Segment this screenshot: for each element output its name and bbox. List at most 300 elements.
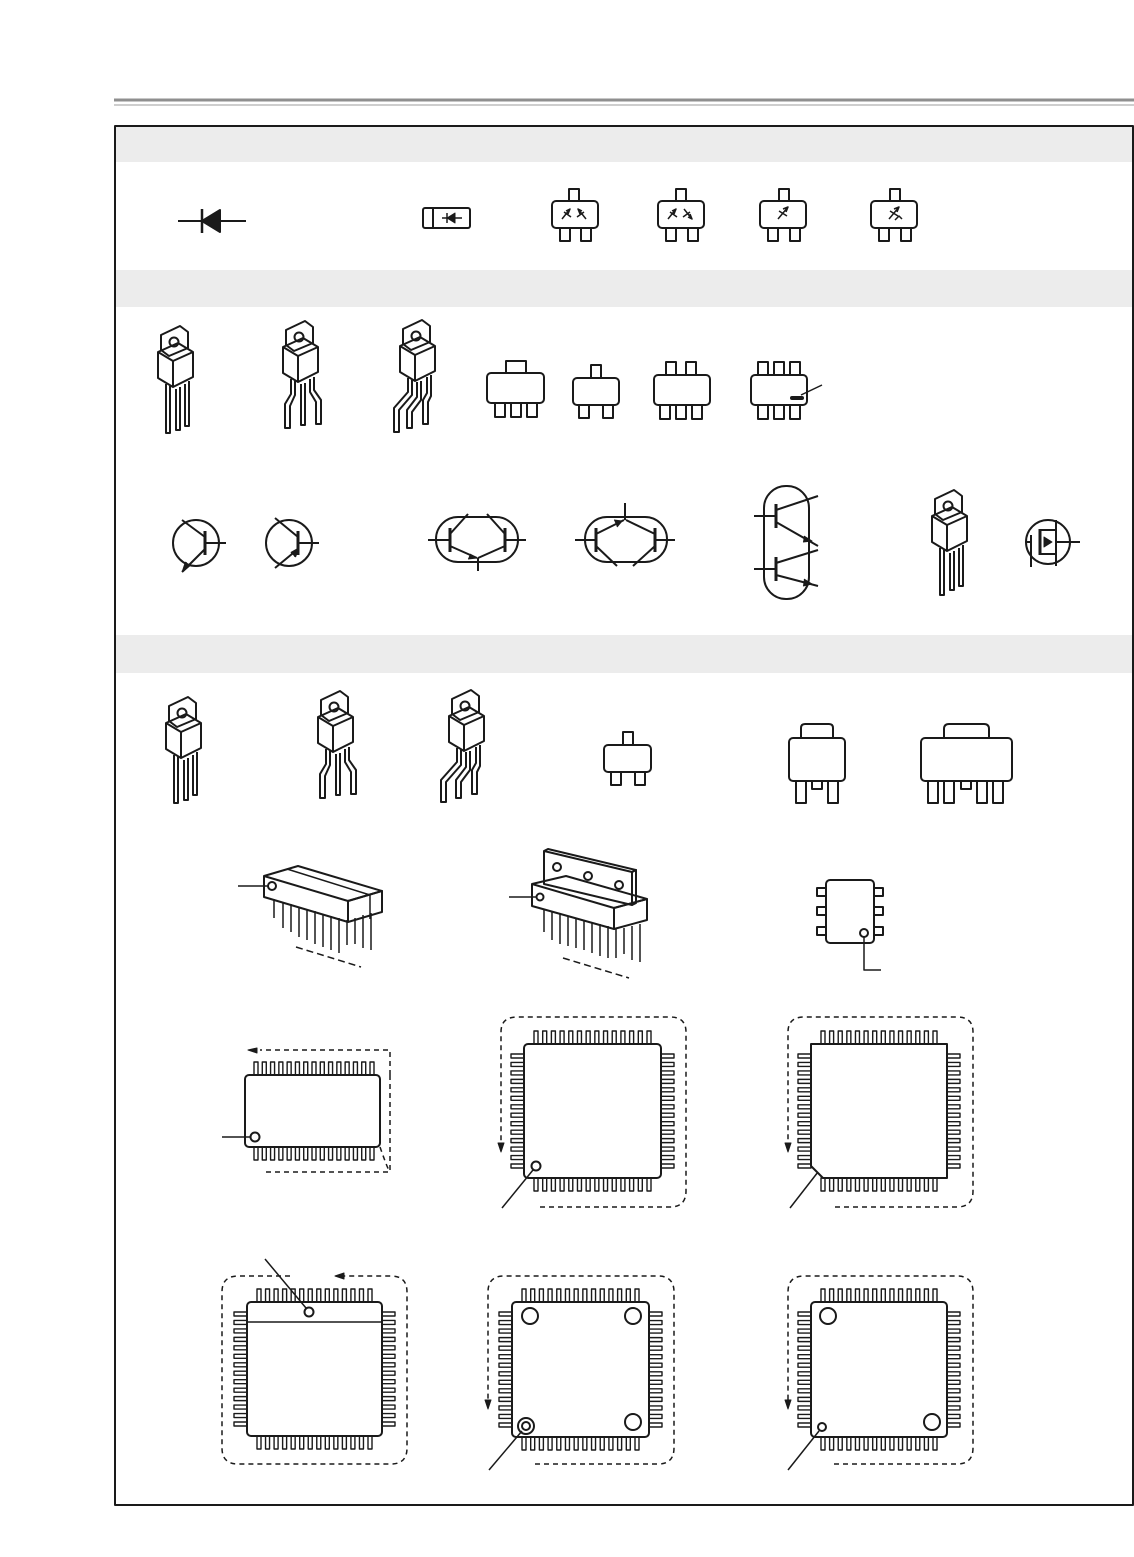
qfp-d-pin: [649, 1329, 662, 1333]
qfp-b-pin: [947, 1113, 960, 1117]
qfp-d-pin: [548, 1289, 552, 1302]
qfp-d-pin: [649, 1380, 662, 1384]
qfp-c-pin: [234, 1354, 247, 1358]
qfp-b-pin: [947, 1096, 960, 1100]
qfp-d-pin: [499, 1423, 512, 1427]
qfp-e-pin: [798, 1346, 811, 1350]
qfp-c-pin: [234, 1337, 247, 1341]
qfp-b-pin: [947, 1062, 960, 1066]
qfp-b-pin: [899, 1178, 903, 1191]
qfp-d-pin: [499, 1389, 512, 1393]
qfp-d-pin: [539, 1289, 543, 1302]
qfp-c-pin: [300, 1436, 304, 1449]
qfp-c-pin: [382, 1363, 395, 1367]
qfp-c-pin: [234, 1405, 247, 1409]
qfp-a-pin: [638, 1031, 642, 1044]
qfp-d-pin: [522, 1437, 526, 1450]
qfp-d-pin: [499, 1329, 512, 1333]
qfp-e-pin: [838, 1437, 842, 1450]
qfp-a-pin: [551, 1031, 555, 1044]
to220-straight-leads: [158, 326, 193, 433]
qfp-d-pin: [574, 1437, 578, 1450]
qfp-c-pin: [351, 1436, 355, 1449]
qfp-d-pin: [649, 1397, 662, 1401]
qfp-d-pin: [531, 1289, 535, 1302]
qfp-a-pin: [661, 1156, 674, 1160]
qfp-a-pin: [586, 1178, 590, 1191]
qfp-b-pin: [924, 1178, 928, 1191]
qfp-b-pin: [798, 1113, 811, 1117]
ssop-pin: [287, 1062, 291, 1075]
qfp-a-pin: [638, 1178, 642, 1191]
qfp-a-pin: [511, 1079, 524, 1083]
qfp-b-pin: [798, 1105, 811, 1109]
qfp-d-pin: [531, 1437, 535, 1450]
qfp-d-pin: [626, 1437, 630, 1450]
qfp-c-pin: [382, 1320, 395, 1324]
qfp-e-pin: [798, 1355, 811, 1359]
qfp-e-pin: [847, 1437, 851, 1450]
qfp-b-pin: [916, 1031, 920, 1044]
qfp-d-pin: [649, 1355, 662, 1359]
qfp-d-pin: [499, 1338, 512, 1342]
ssop-pin: [287, 1147, 291, 1160]
dual-transistor-vertical: [754, 486, 818, 599]
qfp-e-pin: [838, 1289, 842, 1302]
qfp-d-pin: [626, 1289, 630, 1302]
qfp-c-pin: [234, 1388, 247, 1392]
qfp-a-pin: [647, 1031, 651, 1044]
qfp-e-pin: [798, 1329, 811, 1333]
qfp-e-pin: [798, 1380, 811, 1384]
qfp-d-pin: [649, 1372, 662, 1376]
qfp-e-pin: [798, 1423, 811, 1427]
qfp-b-pin: [798, 1062, 811, 1066]
qfp-a-pin: [661, 1139, 674, 1143]
qfp-e-pin: [947, 1346, 960, 1350]
qfp-b-pin: [873, 1178, 877, 1191]
qfp-a-pin: [511, 1147, 524, 1151]
qfp-b-pin: [947, 1079, 960, 1083]
qfp-d-pin: [649, 1321, 662, 1325]
npn-symbol: [173, 520, 226, 572]
qfp-e-pin: [907, 1289, 911, 1302]
qfp-b-pin: [830, 1031, 834, 1044]
qfp-d-pin: [609, 1437, 613, 1450]
qfp-b-pin: [924, 1031, 928, 1044]
qfp-c-pin: [291, 1289, 295, 1302]
dual-transistor-common-emitter: [428, 514, 526, 571]
qfp-b-pin: [821, 1178, 825, 1191]
qfp-a-pin: [661, 1122, 674, 1126]
qfp-d-pin: [592, 1437, 596, 1450]
qfp-c: [222, 1259, 407, 1464]
qfp-e-pin: [821, 1289, 825, 1302]
qfp-c-pin: [368, 1436, 372, 1449]
qfp-a-pin: [511, 1088, 524, 1092]
qfp-d-pin: [649, 1312, 662, 1316]
qfp-c-pin: [382, 1380, 395, 1384]
qfp-d-pin: [649, 1363, 662, 1367]
qfp-b-pin: [847, 1178, 851, 1191]
qfp-d-pin: [499, 1321, 512, 1325]
ssop-pin: [304, 1147, 308, 1160]
ssop-pin: [304, 1062, 308, 1075]
qfp-c-pin: [291, 1436, 295, 1449]
ssop-pin: [337, 1147, 341, 1160]
qfp-b-pin: [798, 1139, 811, 1143]
qfp-e-pin: [947, 1380, 960, 1384]
qfp-b-pin: [947, 1164, 960, 1168]
qfp-c-pin: [342, 1436, 346, 1449]
qfp-c-pin: [317, 1289, 321, 1302]
qfp-d-pin: [499, 1406, 512, 1410]
qfp-c-pin: [274, 1436, 278, 1449]
ssop-pin: [262, 1062, 266, 1075]
qfp-b-pin: [855, 1031, 859, 1044]
ssop-pin: [320, 1062, 324, 1075]
qfp-c-pin: [382, 1422, 395, 1426]
qfp-c-pin: [308, 1436, 312, 1449]
qfp-c-pin: [382, 1312, 395, 1316]
qfp-e: [785, 1276, 973, 1470]
single-diode-sot23-a: [760, 189, 806, 241]
ssop-pin: [279, 1147, 283, 1160]
qfp-e-pin: [890, 1437, 894, 1450]
qfp-e-pin: [899, 1289, 903, 1302]
qfp-c-pin: [283, 1289, 287, 1302]
qfp-c-pin: [283, 1436, 287, 1449]
qfp-d: [485, 1276, 674, 1470]
qfp-e-pin: [907, 1437, 911, 1450]
qfp-c-pin: [234, 1422, 247, 1426]
qfp-e-pin: [947, 1406, 960, 1410]
qfp-b-pin: [947, 1071, 960, 1075]
qfp-e-pin: [847, 1289, 851, 1302]
qfp-d-pin: [649, 1346, 662, 1350]
qfp-e-pin: [947, 1363, 960, 1367]
qfp-a-pin: [661, 1130, 674, 1134]
ssop-pin: [345, 1147, 349, 1160]
qfp-a-pin: [534, 1031, 538, 1044]
qfp-d-pin: [565, 1289, 569, 1302]
qfp-b-pin: [947, 1147, 960, 1151]
qfp-b-pin: [838, 1178, 842, 1191]
qfp-c-pin: [234, 1312, 247, 1316]
qfp-c-pin: [234, 1329, 247, 1333]
qfp-e-pin: [830, 1289, 834, 1302]
qfp-e-pin: [864, 1437, 868, 1450]
to220-regulator-staggered: [441, 690, 484, 802]
qfp-a-pin: [511, 1054, 524, 1058]
qfp-d-pin: [499, 1397, 512, 1401]
ssop-pin: [337, 1062, 341, 1075]
qfp-e-pin: [947, 1312, 960, 1316]
qfp-e-pin: [947, 1372, 960, 1376]
qfp-e-pin: [890, 1289, 894, 1302]
qfp-e-pin: [916, 1289, 920, 1302]
qfp-a-pin: [604, 1178, 608, 1191]
qfp-a-pin: [511, 1113, 524, 1117]
qfp-e-pin: [881, 1437, 885, 1450]
qfp-b-pin: [881, 1031, 885, 1044]
qfp-e-pin: [947, 1321, 960, 1325]
qfp-b-pin: [899, 1031, 903, 1044]
qfp-b-pin: [890, 1178, 894, 1191]
ssop-pin: [370, 1147, 374, 1160]
sot23: [573, 365, 619, 418]
qfp-a-pin: [595, 1178, 599, 1191]
qfp-d-pin: [583, 1437, 587, 1450]
qfp-a-pin: [577, 1178, 581, 1191]
qfp-d-pin: [499, 1372, 512, 1376]
qfp-d-pin: [499, 1363, 512, 1367]
qfp-b-pin: [798, 1088, 811, 1092]
qfp-a-pin: [534, 1178, 538, 1191]
qfp-b-pin: [907, 1178, 911, 1191]
qfp-e-pin: [798, 1321, 811, 1325]
qfp-b-pin: [798, 1164, 811, 1168]
d2pak: [921, 724, 1012, 803]
qfp-e-pin: [933, 1289, 937, 1302]
qfp-a: [498, 1017, 686, 1208]
qfp-a-pin: [621, 1178, 625, 1191]
qfp-d-pin: [600, 1289, 604, 1302]
qfp-c-pin: [234, 1320, 247, 1324]
qfp-c-pin: [234, 1363, 247, 1367]
ssop-pin: [295, 1147, 299, 1160]
qfp-c-pin: [334, 1436, 338, 1449]
qfp-a-pin: [511, 1062, 524, 1066]
qfp-c-pin: [234, 1397, 247, 1401]
qfp-d-pin: [609, 1289, 613, 1302]
qfp-c-pin: [300, 1289, 304, 1302]
to220-regulator-formed: [318, 691, 356, 798]
diode-symbol: [178, 209, 246, 233]
to220-transistor: [932, 490, 967, 595]
package-pins: [234, 1031, 960, 1450]
qfp-e-pin: [798, 1406, 811, 1410]
qfp-b-pin: [947, 1054, 960, 1058]
sip-heatsink: [509, 849, 647, 978]
qfp-c-pin: [342, 1289, 346, 1302]
qfp-c-pin: [257, 1289, 261, 1302]
qfp-e-pin: [947, 1397, 960, 1401]
qfp-c-pin: [266, 1436, 270, 1449]
qfp-b-pin: [947, 1139, 960, 1143]
qfp-c-pin: [382, 1354, 395, 1358]
qfp-d-pin: [635, 1437, 639, 1450]
qfp-c-pin: [317, 1436, 321, 1449]
qfp-d-pin: [583, 1289, 587, 1302]
qfp-a-pin: [543, 1031, 547, 1044]
qfp-e-pin: [798, 1414, 811, 1418]
qfp-a-pin: [569, 1178, 573, 1191]
qfp-b-pin: [847, 1031, 851, 1044]
qfp-a-pin: [661, 1088, 674, 1092]
qfp-c-pin: [334, 1289, 338, 1302]
qfp-b-pin: [947, 1088, 960, 1092]
qfp-d-pin: [499, 1312, 512, 1316]
ssop-pin: [329, 1147, 333, 1160]
qfp-c-pin: [382, 1405, 395, 1409]
qfp-c-pin: [308, 1289, 312, 1302]
qfp-e-pin: [821, 1437, 825, 1450]
qfp-d-pin: [649, 1389, 662, 1393]
qfp-e-pin: [798, 1372, 811, 1376]
qfp-d-pin: [557, 1289, 561, 1302]
qfp-d-pin: [548, 1437, 552, 1450]
qfp-d-pin: [600, 1437, 604, 1450]
ssop-pin: [370, 1062, 374, 1075]
qfp-e-pin: [798, 1397, 811, 1401]
sip: [238, 866, 382, 967]
qfp-c-pin: [382, 1388, 395, 1392]
qfp-e-pin: [855, 1289, 859, 1302]
qfp-c-pin: [382, 1329, 395, 1333]
qfp-e-pin: [933, 1437, 937, 1450]
qfp-e-pin: [881, 1289, 885, 1302]
qfp-d-pin: [499, 1414, 512, 1418]
qfp-a-pin: [577, 1031, 581, 1044]
ssop-pin: [353, 1062, 357, 1075]
qfp-d-pin: [499, 1380, 512, 1384]
qfp-c-pin: [274, 1289, 278, 1302]
qfp-c-pin: [234, 1414, 247, 1418]
qfp-a-pin: [661, 1079, 674, 1083]
qfp-e-pin: [873, 1437, 877, 1450]
qfp-b-pin: [881, 1178, 885, 1191]
qfp-c-pin: [257, 1436, 261, 1449]
qfp-d-pin: [565, 1437, 569, 1450]
qfp-b-pin: [798, 1130, 811, 1134]
sot23-regulator: [604, 732, 651, 785]
qfp-e-pin: [798, 1312, 811, 1316]
qfp-d-pin: [522, 1289, 526, 1302]
qfp-e-pin: [873, 1289, 877, 1302]
qfp-d-pin: [557, 1437, 561, 1450]
section-band-diodes: [116, 127, 1133, 162]
qfp-b-pin: [855, 1178, 859, 1191]
qfp-a-pin: [560, 1178, 564, 1191]
qfp-c-pin: [382, 1337, 395, 1341]
qfp-a-pin: [511, 1071, 524, 1075]
to220-regulator-straight: [166, 697, 201, 803]
ssop-pin: [312, 1062, 316, 1075]
section-band-transistors: [116, 270, 1133, 307]
qfp-c-pin: [234, 1380, 247, 1384]
qfp-a-pin: [511, 1164, 524, 1168]
ssop-pin: [362, 1062, 366, 1075]
ssop-pin: [262, 1147, 266, 1160]
qfp-a-pin: [661, 1105, 674, 1109]
single-diode-sot23-b: [871, 189, 917, 241]
qfp-a-pin: [661, 1062, 674, 1066]
frame: [115, 126, 1133, 1505]
to220-staggered-leads: [394, 320, 435, 432]
qfp-a-pin: [612, 1031, 616, 1044]
qfp-b-pin: [798, 1071, 811, 1075]
qfp-c-pin: [368, 1289, 372, 1302]
qfp-a-pin: [551, 1178, 555, 1191]
qfp-a-pin: [661, 1147, 674, 1151]
qfp-a-pin: [543, 1178, 547, 1191]
qfp-a-pin: [621, 1031, 625, 1044]
qfp-b: [785, 1017, 973, 1208]
qfp-e-pin: [924, 1437, 928, 1450]
qfp-a-pin: [560, 1031, 564, 1044]
qfp-c-pin: [382, 1346, 395, 1350]
qfp-d-pin: [499, 1355, 512, 1359]
ssop-pin: [362, 1147, 366, 1160]
qfp-b-pin: [798, 1096, 811, 1100]
diode-chip: [423, 208, 470, 228]
qfp-b-pin: [830, 1178, 834, 1191]
qfp-e-pin: [947, 1338, 960, 1342]
qfp-a-pin: [511, 1156, 524, 1160]
qfp-d-pin: [635, 1289, 639, 1302]
qfp-c-pin: [266, 1289, 270, 1302]
qfp-c-pin: [325, 1289, 329, 1302]
qfp-b-pin: [890, 1031, 894, 1044]
ssop-pin: [295, 1062, 299, 1075]
qfp-b-pin: [864, 1178, 868, 1191]
qfp-e-pin: [798, 1363, 811, 1367]
qfp-b-pin: [798, 1054, 811, 1058]
qfp-d-pin: [649, 1338, 662, 1342]
qfp-d-pin: [649, 1414, 662, 1418]
qfp-c-pin: [382, 1371, 395, 1375]
qfp-b-pin: [821, 1031, 825, 1044]
qfp-a-pin: [661, 1113, 674, 1117]
qfp-a-pin: [569, 1031, 573, 1044]
qfp-b-pin: [798, 1079, 811, 1083]
qfp-a-pin: [630, 1178, 634, 1191]
qfp-a-pin: [604, 1031, 608, 1044]
qfp-e-pin: [916, 1437, 920, 1450]
ssop-pin: [312, 1147, 316, 1160]
qfp-a-pin: [612, 1178, 616, 1191]
qfp-c-pin: [359, 1436, 363, 1449]
qfp-c-pin: [325, 1436, 329, 1449]
qfp-d-pin: [618, 1289, 622, 1302]
qfp-d-pin: [539, 1437, 543, 1450]
qfp-a-pin: [661, 1054, 674, 1058]
qfp-e-pin: [947, 1423, 960, 1427]
soic8: [817, 880, 883, 970]
qfp-d-pin: [618, 1437, 622, 1450]
qfp-a-pin: [511, 1139, 524, 1143]
ssop-pin: [254, 1062, 258, 1075]
qfp-d-pin: [592, 1289, 596, 1302]
sot223: [654, 362, 710, 419]
qfp-b-pin: [933, 1031, 937, 1044]
qfp-b-pin: [947, 1130, 960, 1134]
ssop-pin: [279, 1062, 283, 1075]
qfp-a-pin: [595, 1031, 599, 1044]
qfp-b-pin: [947, 1105, 960, 1109]
qfp-b-pin: [873, 1031, 877, 1044]
ssop-pin: [353, 1147, 357, 1160]
qfp-b-pin: [798, 1147, 811, 1151]
qfp-a-pin: [511, 1122, 524, 1126]
qfp-c-pin: [382, 1397, 395, 1401]
dual-diode-sot23-b: [658, 189, 704, 241]
qfp-b-pin: [907, 1031, 911, 1044]
qfp-c-pin: [359, 1289, 363, 1302]
dual-diode-sot23-a: [552, 189, 598, 241]
qfp-a-pin: [586, 1031, 590, 1044]
